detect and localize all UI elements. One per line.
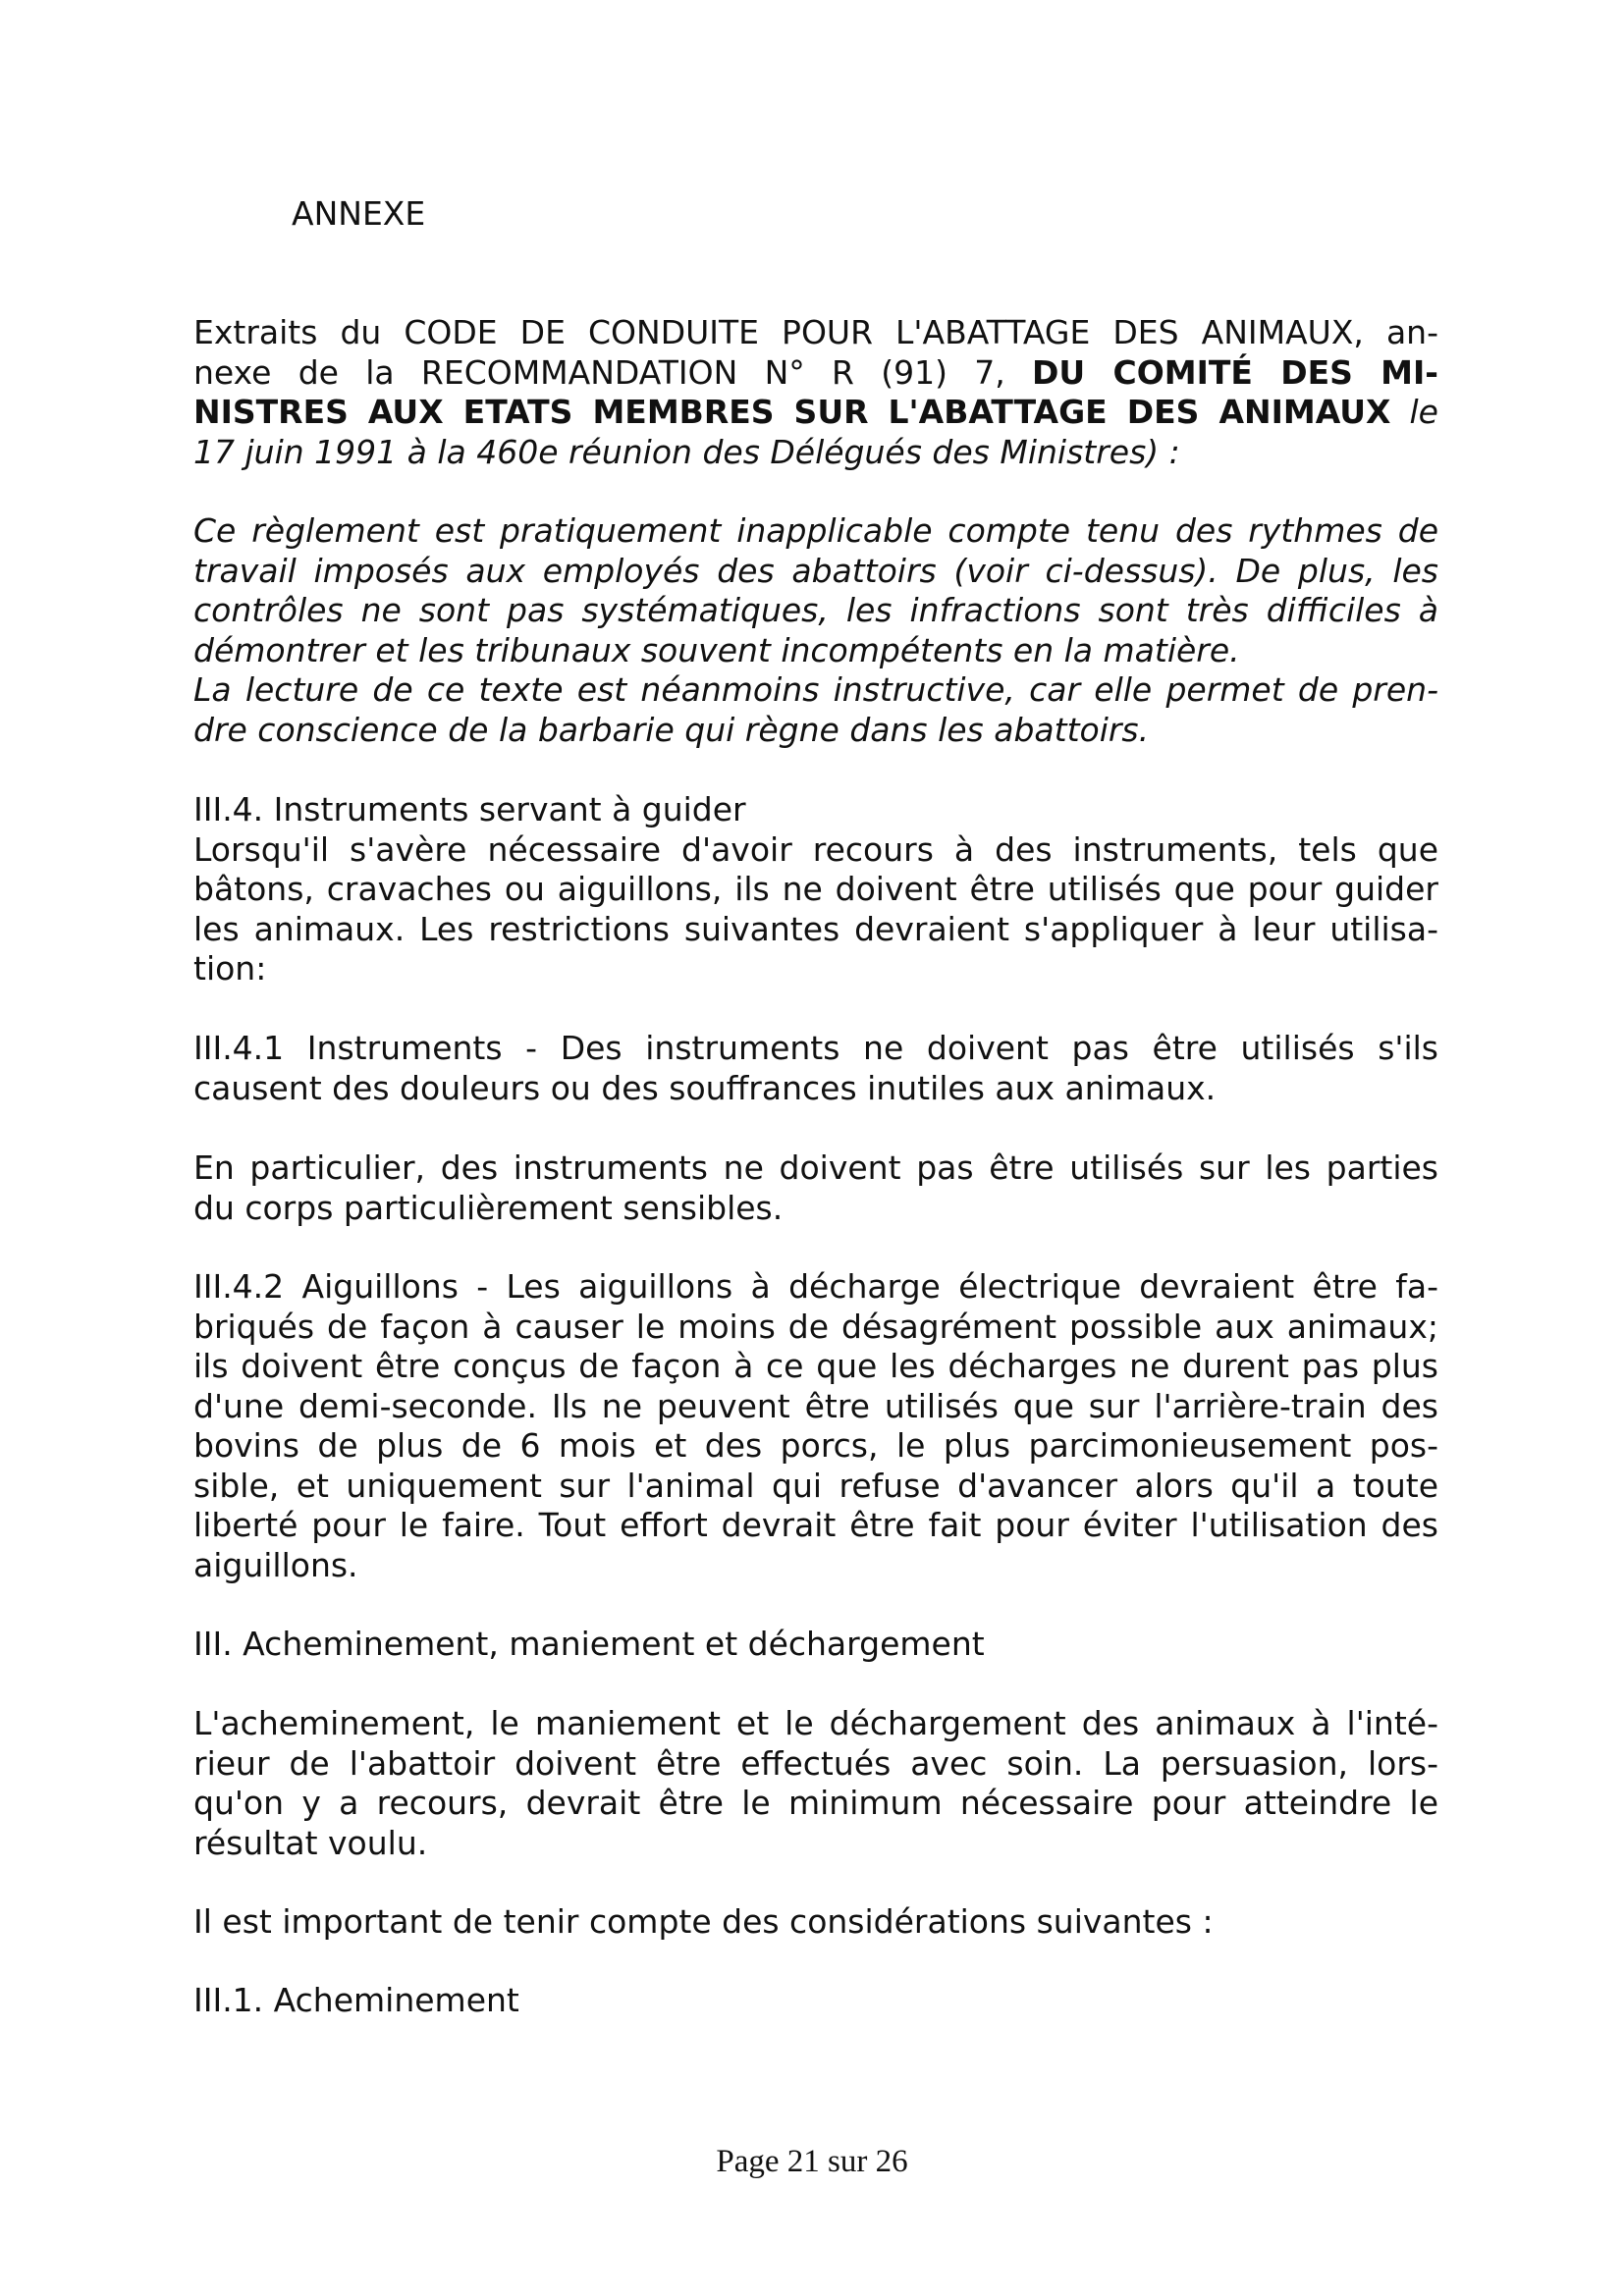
paragraph-line: En particulier, des instruments ne doivent pas être utilisés sur les parties — [193, 1148, 1438, 1187]
section-iii-paragraph — [193, 1704, 1438, 1863]
section-line: III.4.2 Aiguillons - Les aiguillons à décharge électrique devraient être fa- — [193, 1267, 1438, 1306]
section-line: rieur de l'abattoir doivent être effectués avec soin. La persuasion, lors- — [193, 1743, 1438, 1783]
section-iii-4 — [193, 790, 1438, 989]
section-line: sible, et uniquement sur l'animal qui refuse d'avancer alors qu'il a toute — [193, 1466, 1438, 1505]
commentary-line: démontrer et les tribunaux souvent incompétents en la matière. — [193, 630, 1240, 669]
intro-line: 17 juin 1991 à la 460e réunion des Délégués des Ministres) : — [193, 432, 1180, 471]
commentary-line: Ce règlement est pratiquement inapplicable compte tenu des rythmes de — [193, 511, 1438, 550]
intro-text: nexe de la RECOMMANDATION N° R (91) 7, — [193, 352, 1033, 392]
commentary-line: contrôles ne sont pas systématiques, les infractions sont très difficiles à — [193, 591, 1438, 629]
section-line: III.4.1 Instruments - Des instruments ne doivent pas être utilisés s'ils — [193, 1029, 1438, 1067]
section-line: ils doivent être conçus de façon à ce que les décharges ne durent pas plus — [193, 1347, 1438, 1385]
section-title: III.4. Instruments servant à guider — [193, 790, 746, 828]
commentary-line: travail imposés aux employés des abattoirs (voir ci-dessus). De plus, les — [193, 551, 1438, 590]
intro-italic-text: le — [1409, 393, 1438, 431]
section-iii-4-1 — [193, 1029, 1438, 1108]
section-iii-1-title — [193, 1981, 1438, 2021]
section-line: L'acheminement, le maniement et le déchargement des animaux à l'inté- — [193, 1704, 1438, 1742]
intro-line: Extraits du CODE DE CONDUITE POUR L'ABATTAGE DES ANIMAUX, an- — [193, 313, 1438, 351]
section-line: bâtons, cravaches ou aiguillons, ils ne doivent être utilisés que pour guider — [193, 870, 1438, 908]
commentary-paragraph — [193, 511, 1438, 750]
intro-paragraph — [193, 313, 1438, 472]
section-line: briqués de façon à causer le moins de désagrément possible aux animaux; — [193, 1307, 1438, 1346]
section-line: qu'on y a recours, devrait être le minimum nécessaire pour atteindre le — [193, 1784, 1438, 1822]
section-line: résultat voulu. — [193, 1823, 428, 1862]
considerations-paragraph — [193, 1902, 1438, 1943]
intro-bold-text: NISTRES AUX ETATS MEMBRES SUR L'ABATTAGE DES ANIMAUX — [193, 393, 1391, 431]
section-line: d'une demi-seconde. Ils ne peuvent être utilisés que sur l'arrière-train des — [193, 1386, 1438, 1425]
section-iii-4-2 — [193, 1267, 1438, 1585]
intro-line — [193, 353, 1438, 394]
section-line: Lorsqu'il s'avère nécessaire d'avoir recours à des instruments, tels que — [193, 829, 1438, 869]
particulier-paragraph — [193, 1148, 1438, 1228]
section-title: III.1. Acheminement — [193, 1981, 519, 2019]
paragraph-line: du corps particulièrement sensibles. — [193, 1188, 784, 1227]
section-line: tion: — [193, 949, 267, 988]
commentary-line: La lecture de ce texte est néanmoins instructive, car elle permet de pren- — [193, 670, 1438, 709]
paragraph-line: Il est important de tenir compte des considérations suivantes : — [193, 1902, 1214, 1941]
section-line: liberté pour le faire. Tout effort devrait être fait pour éviter l'utilisation des — [193, 1506, 1438, 1544]
page-number-footer: Page 21 sur 26 — [716, 2144, 908, 2179]
commentary-line: dre conscience de la barbarie qui règne dans les abattoirs. — [193, 710, 1150, 749]
section-line: aiguillons. — [193, 1545, 358, 1584]
intro-bold-text: DU COMITÉ DES MI- — [1032, 352, 1438, 392]
section-line: les animaux. Les restrictions suivantes devraient s'appliquer à leur utilisa- — [193, 909, 1438, 948]
intro-line — [193, 393, 1438, 433]
section-title: III. Acheminement, maniement et déchargement — [193, 1625, 985, 1663]
section-line: bovins de plus de 6 mois et des porcs, le plus parcimonieusement pos- — [193, 1426, 1438, 1465]
section-line: causent des douleurs ou des souffrances inutiles aux animaux. — [193, 1068, 1217, 1107]
section-iii-title — [193, 1625, 1438, 1665]
annex-heading: ANNEXE — [292, 194, 426, 233]
